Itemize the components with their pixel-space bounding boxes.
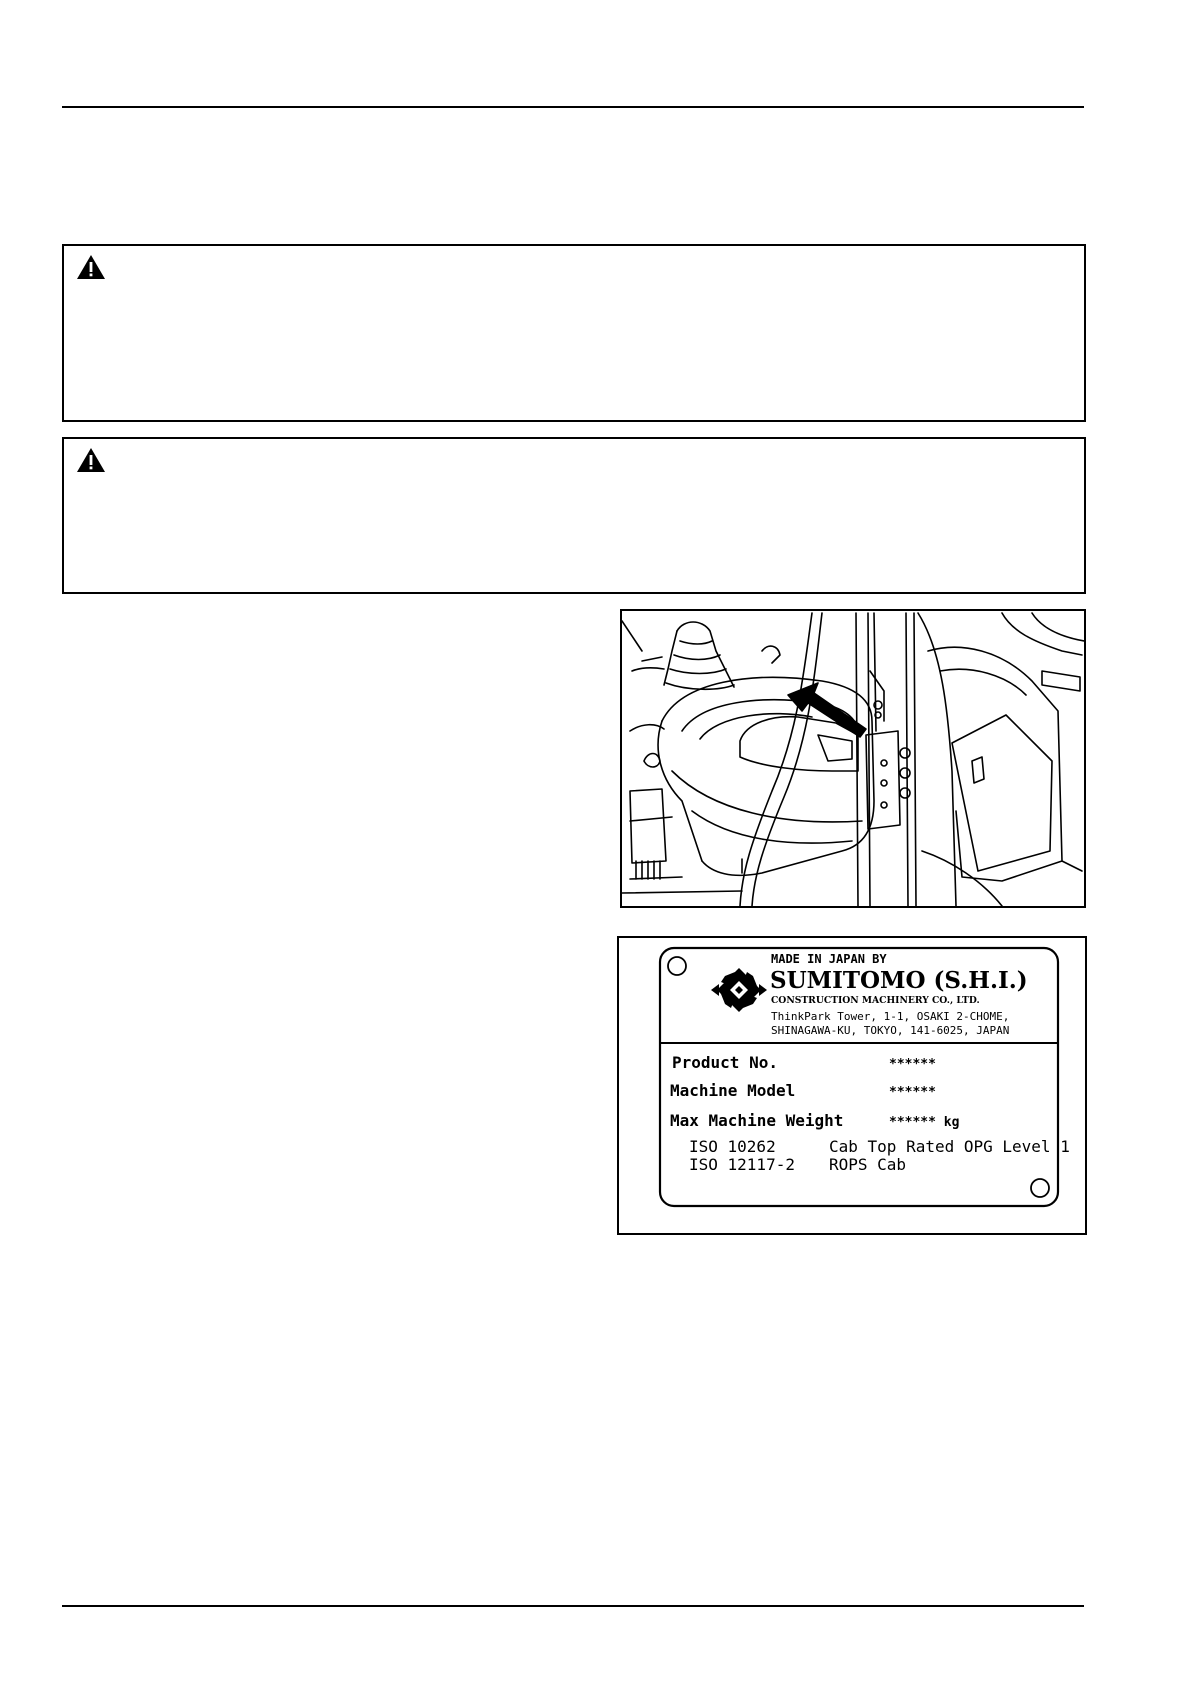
- address-line-2: SHINAGAWA-KU, TOKYO, 141-6025, JAPAN: [771, 1024, 1010, 1037]
- address-line-1: ThinkPark Tower, 1-1, OSAKI 2-CHOME,: [771, 1010, 1010, 1023]
- company-text: CONSTRUCTION MACHINERY CO., LTD.: [771, 995, 980, 1006]
- iso-description-2: ROPS Cab: [829, 1155, 907, 1174]
- product-no-value: ******: [889, 1057, 936, 1072]
- warning-triangle-icon: [76, 254, 106, 280]
- serial-plate-figure: [617, 936, 1087, 1235]
- made-in-text: MADE IN JAPAN BY: [771, 952, 887, 966]
- iso-description-1: Cab Top Rated OPG Level 1: [829, 1137, 1070, 1156]
- plate-location-figure: [620, 609, 1086, 908]
- product-no-label: Product No.: [672, 1053, 778, 1072]
- iso-standard-1: ISO 10262: [689, 1137, 776, 1156]
- warning-box-1: [62, 244, 1086, 422]
- machine-model-value: ******: [889, 1085, 936, 1100]
- sumitomo-logo: [711, 968, 767, 1012]
- footer-rule: [62, 1605, 1084, 1607]
- warning-triangle-icon: [76, 447, 106, 473]
- max-weight-value: ****** kg: [889, 1115, 960, 1130]
- max-weight-label: Max Machine Weight: [670, 1111, 844, 1130]
- brand-text: SUMITOMO (S.H.I.): [770, 967, 1028, 994]
- header-rule: [62, 106, 1084, 108]
- machine-model-label: Machine Model: [670, 1081, 796, 1100]
- cab-interior-drawing: [622, 611, 1084, 906]
- warning-box-2: [62, 437, 1086, 594]
- serial-plate-drawing: [619, 938, 1085, 1233]
- iso-standard-2: ISO 12117-2: [689, 1155, 795, 1174]
